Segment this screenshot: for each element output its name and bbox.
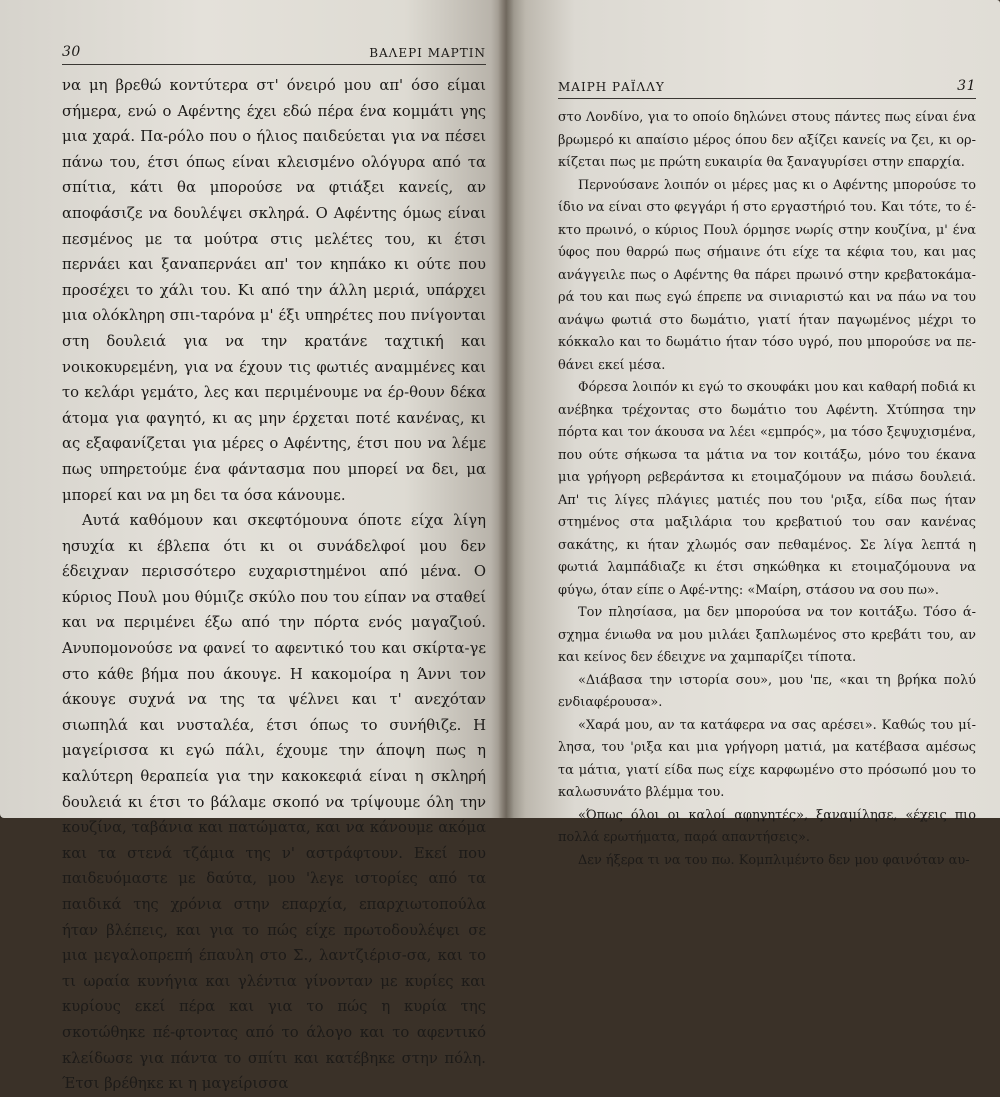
paragraph: στο Λονδίνο, για το οποίο δηλώνει στους πάντες πως είναι ένα βρωμερό κι απαίσιο μέρος όπου δεν αξίζει κανείς να ζει, κι ορ-κίζεται πως με πρώτη ευκαιρία θα ξαναγυρίσει στην επαρχία. xyxy=(558,110,976,170)
paragraph: Δεν ήξερα τι να του πω. Κομπλιμέντο δεν μου φαινόταν αυ- xyxy=(578,852,970,868)
paragraph: Αυτά καθόμουν και σκεφτόμουνα όποτε είχα λίγη ησυχία κι έβλεπα ότι κι οι συνάδελφοί μου δεν έδειχναν περισσότερο ευχαριστημένοι από μένα. Ο κύριος Πουλ μου θύμιζε σκύλο που του είπαν να σταθεί και να περιμένει έξω από την πόρτα ενός μαγαζιού. Ανυπομονούσε να φανεί το αφεντικό του και σκίρτα-γε στο κάθε βήμα που άκουγε. Η κακομοίρα η Άννι τον άκουγε συχνά να της τα ψέλνει και τ' ανεχόταν σιωπηλά και νυσταλέα, έτσι όπως το συνήθιζε. Η μαγείρισσα κι εγώ πάλι, έχουμε την άποψη πως η καλύτερη θεραπεία για την κακοκεφιά είναι η σκληρή δουλειά κι έτσι το βάλαμε σκοπό να τρίψουμε όλη την κουζίνα, ταβάνια και πατώματα, και να κάνουμε ακόμα και τα στενά τζάμια της ν' αστράφτουν. Εκεί που παιδευόμαστε με δαύτα, μου 'λεγε ιστορίες από τα παιδικά της χρόνια στην επαρχία, επαρχιωτοπούλα ήταν βλέπεις, και για το πώς είχε πρωτοδουλέψει σε μια μεγαλοπρεπή έπαυλη στο Σ., λαντζιέρισ-σα, και το τι ωραία κυνήγια και γλέντια γίνονταν με κυρίες και κυρίους εκεί πέρα και για το πώς η κυρία της σκοτώθηκε πέ-φτοντας από το άλογο και το αφεντικό κλείδωσε για πάντα το σπίτι και κατέβηκε στην πόλη. Έτσι βρέθηκε κι η μαγείρισσα xyxy=(62,512,486,1093)
book-gutter xyxy=(498,0,514,818)
right-page xyxy=(506,0,1000,868)
left-page-body xyxy=(62,73,486,1097)
paragraph: Φόρεσα λοιπόν κι εγώ το σκουφάκι μου και καθαρή ποδιά κι ανέβηκα τρέχοντας στο δωμάτιο του Αφέντη. Χτύπησα την πόρτα και τον άκουσα να λέει «εμπρός», μα τόσο ξεψυχισμένα, που ούτε σήκωσα τα μάτια να τον κοιτάξω, μόνο του έκανα μια γρήγορη ρεβεράντσα κι ετοιμαζόμουν να πιάσω δουλειά. Απ' τις λίγες πλάγιες ματιές που του 'ριξα, είδα πως ήταν στημένος στα μαξιλάρια του κρεβατιού του σαν κανένας σακάτης, κι ήταν χλωμός σαν πεθαμένος. Σε λίγα λεπτά η φωτιά λαμπάδιαζε κι έτσι σηκώθηκα κι ετοιμαζόμουνα να φύγω, όταν είπε ο Αφέ-ντης: «Μαίρη, στάσου να σου πω». xyxy=(558,380,976,598)
paragraph: «Διάβασα την ιστορία σου», μου 'πε, «και τη βρήκα πολύ ενδιαφέρουσα». xyxy=(558,672,976,710)
paragraph: «Όπως όλοι οι καλοί αφηγητές», ξαναμίλησε, «έχεις πιο πολλά ερωτήματα, παρά απαντήσεις». xyxy=(558,807,976,845)
right-page-body xyxy=(558,107,976,872)
left-running-title: ΒΑΛΕΡΙ ΜΑΡΤΙΝ xyxy=(369,46,486,60)
left-page-number: 30 xyxy=(62,44,81,60)
left-running-head xyxy=(62,42,486,65)
right-running-head xyxy=(558,76,976,99)
paragraph: να μη βρεθώ κοντύτερα στ' όνειρό μου απ' όσο είμαι σήμερα, ενώ ο Αφέντης έχει εδώ πέρα ένα κομμάτι γης μια χαρά. Πα-ρόλο που ο ήλιος παιδεύεται για να πέσει πάνω του, έτσι όπως είναι κλεισμένο ολόγυρα από τα σπίτια, κάτι θα μπορούσε να φτιάξει κανείς, αν αποφάσιζε να δουλέψει σκληρά. Ο Αφέντης όμως είναι πεσμένος με τα μούτρα στις μελέτες του, κι έτσι περνάει και ξαναπερνάει απ' τον κηπάκο κι ούτε που προσέχει το χάλι του. Κι από την άλλη μεριά, υπάρχει μια ολόκληρη σπι-ταρόνα μ' έξι υπηρέτες που πνίγονται στη δουλειά για να την κρατάνε ταχτική και νοικοκυρεμένη, για να έχουν τις φωτιές αναμμένες και το κελάρι γεμάτο, λες και περιμένουμε να έρ-θουν δέκα άτομα για φαγητό, κι ας μην έρχεται ποτέ κανένας, κι ας εξαφανίζεται για μέρες ο Αφέντης, έτσι που να λέμε πως υπηρετούμε ένα φάντασμα που μπορεί να δει, μα μπορεί και να μη δει τα όσα κάνουμε. xyxy=(62,77,486,504)
paragraph: Περνούσανε λοιπόν οι μέρες μας κι ο Αφέντης μπορούσε το ίδιο να είναι στο φεγγάρι ή στο εργαστήριό του. Και τότε, το έ-κτο πρωινό, ο κύριος Πουλ όρμησε νωρίς στην κουζίνα, μ' ένα ύφος που θαρρώ πως σήμαινε ότι είχε τα κέφια του, και μας ανάγγειλε πως ο Αφέντης θα πάρει πρωινό στην κρεβατοκάμα-ρά του και πως εγώ έπρεπε να σινιαριστώ και να πάω να του ανάψω φωτιά στο δωμάτιο, γιατί ήταν παγωμένος μέχρι το κόκκαλο και το δωμάτιο ήταν τόσο υγρό, που μπορούσε να πε-θάνει εκεί μέσα. xyxy=(558,177,976,373)
paragraph: «Χαρά μου, αν τα κατάφερα να σας αρέσει». Καθώς του μί-λησα, του 'ριξα και μια γρήγορη ματιά, μα κατέβασα αμέσως τα μάτια, γιατί είδα πως είχε καρφωμένο στο πρόσωπό μου το καλωσυνάτο βλέμμα του. xyxy=(558,717,976,800)
paragraph: Τον πλησίασα, μα δεν μπορούσα να τον κοιτάξω. Τόσο ά-σχημα ένιωθα να μου μιλάει ξαπλωμένος στο κρεβάτι του, αν και κείνος δεν έδειχνε να χαμπαρίζει τίποτα. xyxy=(558,605,976,665)
right-running-title: ΜΑΙΡΗ ΡΑΪΛΛΥ xyxy=(558,80,665,94)
right-page-number: 31 xyxy=(957,78,976,94)
